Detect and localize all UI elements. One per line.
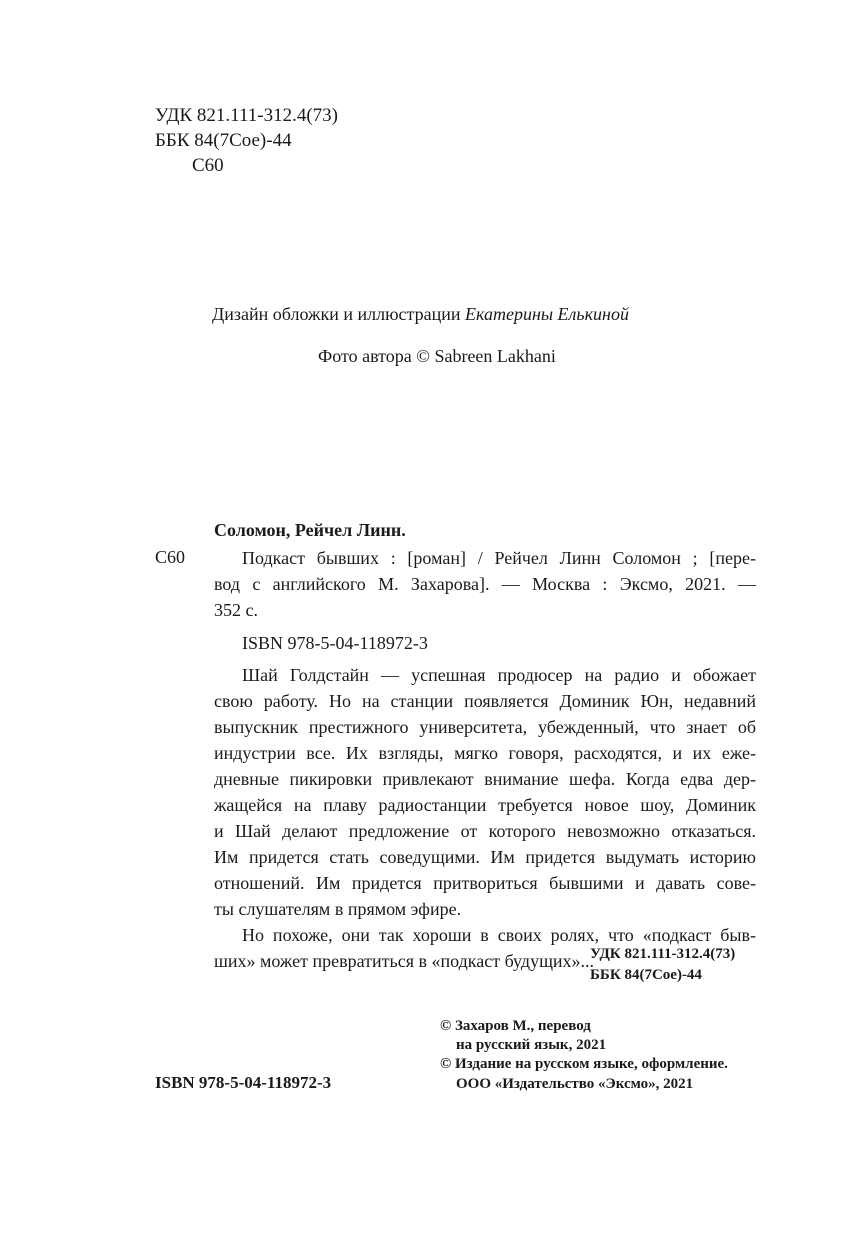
cover-design-label: Дизайн обложки и иллюстрации bbox=[212, 304, 461, 324]
copyright-line: © Издание на русском языке, оформление. bbox=[440, 1056, 728, 1072]
catalog-isbn: ISBN 978-5-04-118972-3 bbox=[242, 633, 428, 653]
annotation-line: жащейся на плаву радиостанции требуется новое шоу, Доминик bbox=[214, 795, 756, 815]
annotation-line: индустрии все. Их взгляды, мягко говоря, расходятся, и их еже- bbox=[214, 743, 756, 763]
description-line: вод с английского М. Захарова]. — Москва : Эксмо, 2021. — bbox=[214, 574, 756, 594]
author-mark: С60 bbox=[192, 155, 224, 176]
description-line: Подкаст бывших : [роман] / Рейчел Линн Соломон ; [пере- bbox=[242, 548, 756, 568]
footer-udk: УДК 821.111-312.4(73) bbox=[590, 946, 736, 962]
annotation-line: отношений. Им придется притвориться бывшими и давать сове- bbox=[214, 873, 756, 893]
annotation-line: дневные пикировки привлекают внимание шефа. Когда едва дер- bbox=[214, 769, 756, 789]
annotation-line: выпускник престижного университета, убежденный, что знает об bbox=[214, 717, 756, 737]
annotation-line: Но похоже, они так хороши в своих ролях, что «подкаст быв- bbox=[242, 925, 756, 945]
cover-design-credit bbox=[212, 302, 629, 328]
udk-code: УДК 821.111-312.4(73) bbox=[155, 105, 338, 126]
footer-isbn: ISBN 978-5-04-118972-3 bbox=[155, 1073, 332, 1092]
annotation-line: и Шай делают предложение от которого невозможно отказаться. bbox=[214, 821, 756, 841]
bbk-code: ББК 84(7Сое)-44 bbox=[155, 130, 292, 151]
catalog-mark: С60 bbox=[155, 547, 186, 567]
description-line: 352 с. bbox=[214, 600, 258, 620]
photo-credit: Фото автора © Sabreen Lakhani bbox=[318, 346, 556, 366]
annotation-line: свою работу. Но на станции появляется Доминик Юн, недавний bbox=[214, 691, 756, 711]
copyright-line: на русский язык, 2021 bbox=[456, 1037, 607, 1053]
catalog-author-heading: Соломон, Рейчел Линн. bbox=[214, 520, 406, 540]
annotation-line: ших» может превратиться в «подкаст будущих»... bbox=[214, 951, 595, 971]
annotation-line: Им придется стать соведущими. Им придется выдумать историю bbox=[214, 847, 756, 867]
annotation-paragraph-1 bbox=[214, 662, 756, 922]
footer-bbk: ББК 84(7Сое)-44 bbox=[590, 967, 702, 983]
copyright-line: ООО «Издательство «Эксмо», 2021 bbox=[456, 1076, 694, 1092]
annotation-line: ты слушателям в прямом эфире. bbox=[214, 899, 462, 919]
annotation-line: Шай Голдстайн — успешная продюсер на радио и обожает bbox=[242, 665, 756, 685]
copyright-line: © Захаров М., перевод bbox=[440, 1018, 591, 1034]
cover-artist-name: Екатерины Елькиной bbox=[464, 304, 629, 324]
catalog-description bbox=[214, 545, 756, 623]
